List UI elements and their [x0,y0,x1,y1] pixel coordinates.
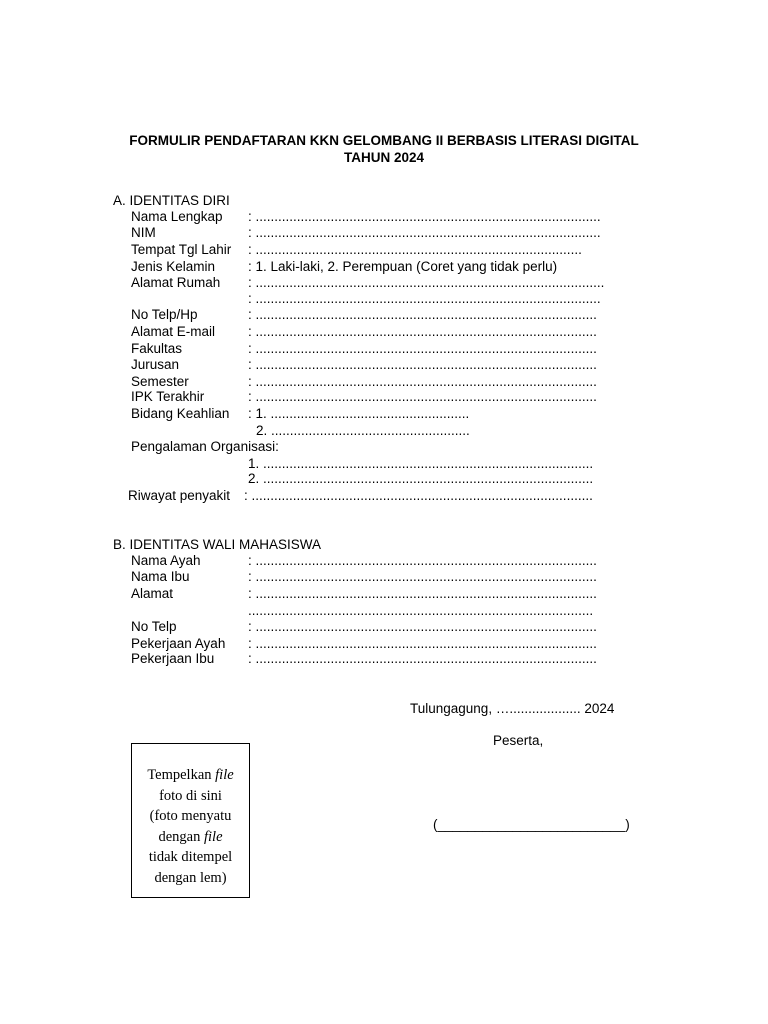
field-label: Tempat Tgl Lahir [131,242,232,257]
field-label: NIM [131,225,156,240]
organisasi-item-2: 2. ........................................................................................ [248,471,594,486]
field-value: : ............................................................................................ [248,209,601,224]
photo-placeholder-box [131,743,250,898]
wali-field-value: : ........................................................................................... [248,586,597,601]
field-label: Alamat E-mail [131,324,216,339]
field-value: : 1. ..................................................... [248,406,470,421]
field-label: Semester [131,374,189,389]
organisasi-label: Pengalaman Organisasi: [131,439,279,454]
photo-box-line-4: dengan file [158,828,223,845]
wali-field-value: : ........................................................................................... [248,651,597,666]
wali-field-label: Pekerjaan Ibu [131,651,215,666]
wali-field-label: Nama Ibu [131,569,190,584]
photo-box-line-1: Tempelkan file [147,767,234,783]
signature-role: Peserta, [493,733,544,748]
wali-field-label: Nama Ayah [131,553,201,568]
field-value: 2. ..................................................... [256,423,470,438]
wali-field-label: Pekerjaan Ayah [131,636,226,651]
wali-field-value: : ........................................................................................... [248,569,597,584]
field-label: Nama Lengkap [131,209,223,224]
field-value: : 1. Laki-laki, 2. Perempuan (Coret yang tidak perlu) [248,259,558,274]
field-label: Alamat Rumah [131,275,221,290]
field-label: Jurusan [131,357,180,372]
field-label: Fakultas [131,341,183,356]
field-label: Bidang Keahlian [131,406,230,421]
wali-field-value: : ........................................................................................... [248,636,597,651]
wali-field-value: ............................................................................................ [248,603,594,618]
photo-box-line-6: dengan lem) [154,869,227,886]
photo-box-line-3: (foto menyatu [149,808,232,824]
section-a-heading: A. IDENTITAS DIRI [113,193,230,208]
field-label: Jenis Kelamin [131,259,216,274]
field-value: : ........................................................................................... [248,307,597,322]
signature-place-date: Tulungagung, …................... 2024 [410,701,615,716]
riwayat-penyakit-label: Riwayat penyakit [128,488,231,503]
form-title: FORMULIR PENDAFTARAN KKN GELOMBANG II BERBASIS LITERASI DIGITAL [129,133,639,148]
wali-field-value: : ........................................................................................... [248,619,597,634]
photo-box-line-5: tidak ditempel [148,849,233,865]
field-value: : ............................................................................................. [248,275,605,290]
wali-field-value: : ........................................................................................... [248,553,597,568]
field-value: : ........................................................................................... [248,324,597,339]
field-value: : ............................................................................................ [248,225,601,240]
photo-box-line-2: foto di sini [159,787,222,804]
signature-name-line: (_________________________) [433,817,630,832]
wali-field-label: Alamat [131,586,174,601]
field-value: : ........................................................................................... [248,357,597,372]
field-label: No Telp/Hp [131,307,198,322]
wali-field-label: No Telp [131,619,177,634]
section-b-heading: B. IDENTITAS WALI MAHASISWA [113,537,322,552]
field-label: IPK Terakhir [131,389,205,404]
field-value: : ........................................................................................... [248,341,597,356]
riwayat-penyakit-value: : ........................................................................................... [244,488,593,503]
form-title-year: TAHUN 2024 [343,150,425,165]
field-value: : ....................................................................................... [248,242,582,257]
organisasi-item-1: 1. ........................................................................................ [248,456,594,471]
field-value: : ............................................................................................ [248,291,601,306]
field-value: : ........................................................................................... [248,389,597,404]
field-value: : ........................................................................................... [248,374,597,389]
